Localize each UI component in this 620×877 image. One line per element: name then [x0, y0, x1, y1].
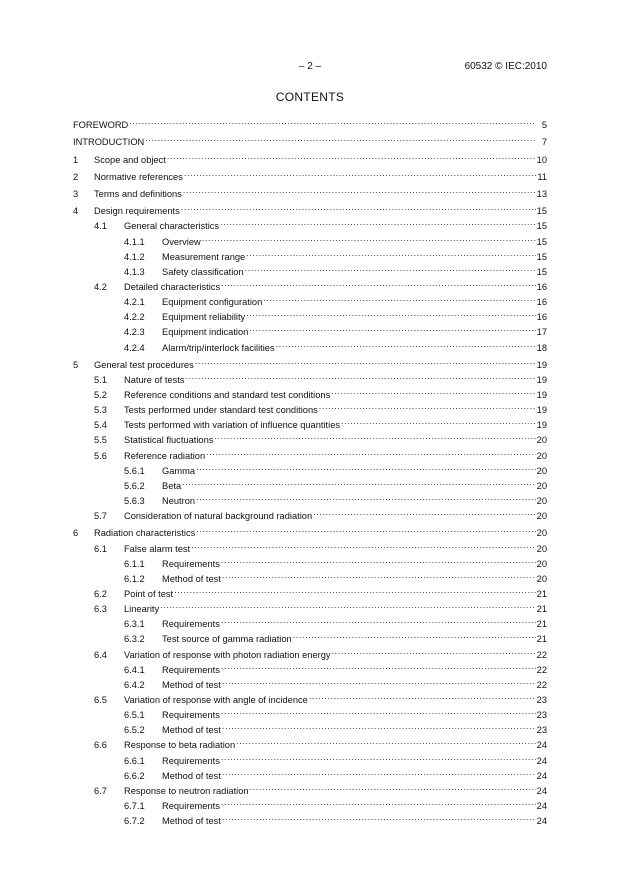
- toc-dot-leader: [221, 612, 536, 627]
- toc-entry-title: FOREWORD: [73, 120, 129, 131]
- toc-entry-title: Equipment configuration: [162, 297, 263, 308]
- toc-entry-title: Method of test: [162, 770, 221, 781]
- toc-entry-title: Requirements: [162, 558, 220, 569]
- toc-entry-number: 5.4: [94, 420, 107, 431]
- toc-dot-leader: [196, 489, 536, 504]
- toc-entry-page: 20: [536, 543, 547, 554]
- toc-dot-leader: [319, 398, 536, 413]
- toc-dot-leader: [341, 413, 536, 428]
- toc-entry-title: Equipment reliability: [162, 312, 246, 323]
- toc-entry-number: 4: [73, 206, 79, 217]
- toc-entry-title: Variation of response with photon radiation energy: [124, 649, 331, 660]
- toc-entry-page: 17: [536, 327, 547, 338]
- toc-dot-leader: [249, 320, 535, 335]
- toc-entry-number: 6.1: [94, 543, 107, 554]
- toc-entry-number: 6.7.2: [124, 816, 145, 827]
- toc-entry-title: False alarm test: [124, 543, 191, 554]
- toc-entry-title: Safety classification: [162, 266, 244, 277]
- toc-entry-number: 5.6.2: [124, 480, 145, 491]
- toc-entry-title: Neutron: [162, 496, 196, 507]
- toc-entry-page: 23: [536, 710, 547, 721]
- toc-entry-page: 20: [536, 496, 547, 507]
- toc-entry-title: Design requirements: [94, 206, 180, 217]
- toc-entry-page: 24: [536, 785, 547, 796]
- toc-entry-page: 19: [536, 420, 547, 431]
- toc-entry-number: 6.1.2: [124, 573, 145, 584]
- toc-entry[interactable]: [73, 113, 547, 131]
- toc-entry-page: 23: [536, 725, 547, 736]
- toc-entry-page: 15: [536, 221, 547, 232]
- toc-entry-number: 6.3.1: [124, 619, 145, 630]
- toc-entry-number: 6.6: [94, 740, 107, 751]
- toc-dot-leader: [246, 245, 535, 260]
- table-of-contents: [73, 111, 547, 827]
- toc-entry-title: General test procedures: [94, 359, 194, 370]
- toc-dot-leader: [221, 275, 536, 290]
- toc-dot-leader: [313, 504, 536, 519]
- toc-dot-leader: [293, 627, 536, 642]
- toc-entry-page: 7: [541, 137, 547, 148]
- toc-dot-leader: [221, 703, 536, 718]
- toc-entry-title: Scope and object: [94, 154, 166, 165]
- toc-entry-page: 22: [536, 679, 547, 690]
- toc-dot-leader: [250, 779, 536, 794]
- page-number: – 2 –: [298, 61, 322, 72]
- toc-entry-title: Variation of response with angle of incidence: [124, 694, 308, 705]
- toc-entry-page: 19: [536, 405, 547, 416]
- toc-entry-number: 6.6.1: [124, 755, 145, 766]
- toc-entry-page: 10: [536, 154, 547, 165]
- toc-dot-leader: [183, 182, 536, 197]
- toc-entry-number: 2: [73, 171, 79, 182]
- toc-entry-page: 20: [536, 511, 547, 522]
- toc-entry-title: Linearity: [124, 604, 160, 615]
- toc-entry-page: 24: [536, 740, 547, 751]
- toc-entry-title: Consideration of natural background radiation: [124, 511, 313, 522]
- toc-entry-page: 24: [536, 770, 547, 781]
- toc-entry-title: Beta: [162, 480, 182, 491]
- toc-dot-leader: [185, 368, 535, 383]
- toc-entry-number: 6.4: [94, 649, 107, 660]
- toc-entry-number: 5.6: [94, 450, 107, 461]
- toc-entry-number: 4.2.1: [124, 297, 145, 308]
- toc-entry-title: Tests performed with variation of influence quantities: [124, 420, 341, 431]
- toc-entry-title: Method of test: [162, 679, 221, 690]
- toc-entry-page: 22: [536, 664, 547, 675]
- toc-entry-number: 6.5.1: [124, 710, 145, 721]
- toc-entry-page: 20: [536, 435, 547, 446]
- toc-entry-page: 11: [537, 171, 547, 182]
- toc-entry-title: Detailed characteristics: [124, 281, 221, 292]
- toc-dot-leader: [222, 567, 536, 582]
- toc-entry-number: 5.1: [94, 374, 107, 385]
- toc-dot-leader: [221, 794, 536, 809]
- toc-entry[interactable]: [73, 130, 547, 148]
- toc-dot-leader: [220, 214, 536, 229]
- toc-dot-leader: [309, 688, 536, 703]
- toc-entry-title: Requirements: [162, 664, 220, 675]
- toc-entry-page: 24: [536, 755, 547, 766]
- toc-entry-page: 24: [536, 816, 547, 827]
- toc-entry-number: 6.3.2: [124, 634, 145, 645]
- toc-entry-title: Terms and definitions: [94, 189, 182, 200]
- toc-entry-number: 4.1.2: [124, 251, 145, 262]
- toc-entry-title: Method of test: [162, 816, 221, 827]
- toc-entry-page: 16: [536, 297, 547, 308]
- toc-entry-number: 4.1: [94, 221, 107, 232]
- toc-entry-page: 16: [536, 281, 547, 292]
- toc-entry-title: Requirements: [162, 800, 220, 811]
- toc-entry-page: 19: [536, 390, 547, 401]
- toc-entry-title: Reference conditions and standard test conditions: [124, 390, 331, 401]
- toc-dot-leader: [221, 552, 536, 567]
- toc-dot-leader: [246, 305, 535, 320]
- toc-entry-number: 6.6.2: [124, 770, 145, 781]
- toc-entry-number: 6.5.2: [124, 725, 145, 736]
- toc-dot-leader: [222, 718, 536, 733]
- toc-entry-title: Reference radiation: [124, 450, 206, 461]
- toc-dot-leader: [214, 428, 535, 443]
- toc-entry-title: Statistical fluctuations: [124, 435, 214, 446]
- toc-entry-number: 5.7: [94, 511, 107, 522]
- toc-dot-leader: [221, 749, 536, 764]
- toc-dot-leader: [222, 764, 536, 779]
- toc-entry-title: Equipment indication: [162, 327, 249, 338]
- toc-entry-page: 15: [536, 266, 547, 277]
- toc-entry-number: 6.4.1: [124, 664, 145, 675]
- toc-dot-leader: [174, 582, 536, 597]
- toc-entry-page: 5: [541, 120, 547, 131]
- toc-dot-leader: [184, 165, 536, 180]
- toc-dot-leader: [129, 113, 536, 128]
- toc-entry-number: 6.3: [94, 604, 107, 615]
- toc-dot-leader: [276, 336, 536, 351]
- toc-entry-number: 5.6.3: [124, 496, 145, 507]
- toc-dot-leader: [202, 230, 536, 245]
- toc-entry-number: 6.5: [94, 694, 107, 705]
- toc-entry-number: 5.6.1: [124, 465, 145, 476]
- toc-entry-page: 15: [536, 206, 547, 217]
- toc-entry-title: INTRODUCTION: [73, 137, 145, 148]
- toc-entry-number: 5.5: [94, 435, 107, 446]
- toc-dot-leader: [182, 474, 536, 489]
- toc-entry-title: Requirements: [162, 755, 220, 766]
- toc-entry-number: 6.1.1: [124, 558, 145, 569]
- toc-entry-number: 4.2.2: [124, 312, 145, 323]
- toc-entry-title: Method of test: [162, 573, 221, 584]
- toc-entry-title: Point of test: [124, 588, 174, 599]
- toc-entry-number: 6.7.1: [124, 800, 145, 811]
- toc-entry-page: 20: [536, 450, 547, 461]
- toc-entry-page: 20: [536, 465, 547, 476]
- toc-entry-number: 4.1.3: [124, 266, 145, 277]
- toc-entry-title: Test source of gamma radiation: [162, 634, 292, 645]
- toc-entry-page: 21: [536, 634, 547, 645]
- toc-entry-page: 24: [536, 800, 547, 811]
- toc-entry-page: 20: [536, 528, 547, 539]
- toc-entry-number: 6.2: [94, 588, 107, 599]
- toc-entry-title: Nature of tests: [124, 374, 185, 385]
- toc-entry-title: Requirements: [162, 619, 220, 630]
- toc-entry-number: 4.2.4: [124, 342, 145, 353]
- toc-entry-number: 6: [73, 528, 79, 539]
- toc-entry-page: 16: [536, 312, 547, 323]
- toc-dot-leader: [181, 199, 536, 214]
- toc-dot-leader: [160, 597, 536, 612]
- toc-entry-number: 3: [73, 189, 79, 200]
- toc-entry-title: Response to beta radiation: [124, 740, 236, 751]
- toc-dot-leader: [167, 148, 536, 163]
- toc-entry-title: Radiation characteristics: [94, 528, 196, 539]
- toc-dot-leader: [221, 658, 536, 673]
- toc-dot-leader: [263, 290, 535, 305]
- toc-entry-page: 21: [536, 588, 547, 599]
- toc-dot-leader: [191, 537, 536, 552]
- toc-dot-leader: [331, 383, 535, 398]
- toc-entry-number: 6.7: [94, 785, 107, 796]
- contents-title: CONTENTS: [275, 90, 345, 104]
- toc-dot-leader: [222, 809, 536, 824]
- toc-entry-page: 21: [536, 604, 547, 615]
- toc-entry-page: 23: [536, 694, 547, 705]
- toc-dot-leader: [245, 260, 536, 275]
- toc-entry-number: 5.3: [94, 405, 107, 416]
- toc-entry-title: Normative references: [94, 171, 183, 182]
- toc-entry-page: 15: [536, 251, 547, 262]
- toc-entry-number: 6.4.2: [124, 679, 145, 690]
- toc-dot-leader: [236, 733, 536, 748]
- toc-entry-page: 22: [536, 649, 547, 660]
- toc-entry-title: General characteristics: [124, 221, 220, 232]
- toc-entry-title: Requirements: [162, 710, 220, 721]
- toc-entry-number: 4.2.3: [124, 327, 145, 338]
- toc-entry-title: Measurement range: [162, 251, 246, 262]
- toc-dot-leader: [196, 521, 535, 536]
- toc-entry-page: 18: [536, 342, 547, 353]
- toc-entry-title: Gamma: [162, 465, 196, 476]
- toc-entry-page: 20: [536, 573, 547, 584]
- toc-entry-page: 19: [536, 374, 547, 385]
- toc-dot-leader: [222, 673, 536, 688]
- toc-entry-page: 19: [536, 359, 547, 370]
- toc-entry-number: 4.2: [94, 281, 107, 292]
- toc-entry-title: Alarm/trip/interlock facilities: [162, 342, 275, 353]
- toc-dot-leader: [195, 353, 536, 368]
- toc-entry-title: Response to neutron radiation: [124, 785, 249, 796]
- toc-entry-title: Overview: [162, 236, 201, 247]
- toc-dot-leader: [145, 130, 536, 145]
- toc-entry-page: 21: [536, 619, 547, 630]
- toc-dot-leader: [206, 444, 536, 459]
- toc-entry-number: 1: [73, 154, 79, 165]
- toc-entry-page: 13: [536, 189, 547, 200]
- toc-entry-number: 4.1.1: [124, 236, 145, 247]
- toc-entry-page: 15: [536, 236, 547, 247]
- toc-entry-page: 20: [536, 480, 547, 491]
- toc-entry-title: Method of test: [162, 725, 221, 736]
- standard-reference: 60532 © IEC:2010: [464, 61, 547, 72]
- toc-entry-page: 20: [536, 558, 547, 569]
- toc-entry-number: 5: [73, 359, 79, 370]
- toc-entry-number: 5.2: [94, 390, 107, 401]
- toc-entry-title: Tests performed under standard test conditions: [124, 405, 318, 416]
- toc-dot-leader: [332, 643, 536, 658]
- toc-dot-leader: [196, 459, 536, 474]
